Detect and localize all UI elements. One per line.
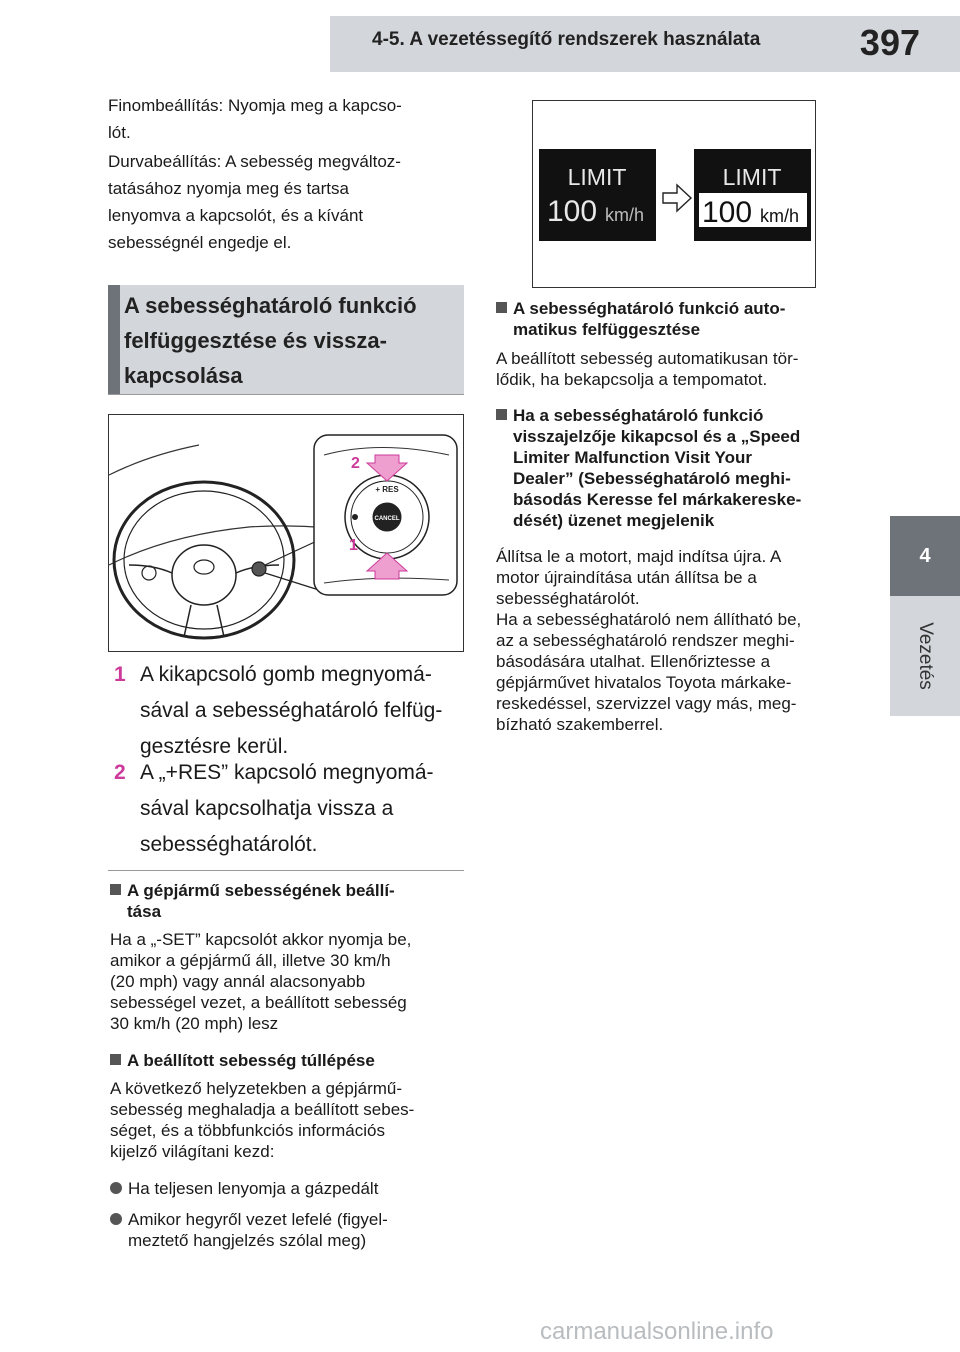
subheading-line: básodás Keresse fel márkakereske- (513, 490, 802, 509)
text-line: sebességhatárolót. (496, 589, 640, 608)
header-title: 4-5. A vezetéssegítő rendszerek használata (372, 29, 761, 50)
subheading-line: dését) üzenet megjelenik (513, 511, 715, 530)
limit-display-illustration (533, 101, 815, 287)
divider (108, 870, 464, 871)
callout-2: 2 (351, 455, 360, 472)
heading-line: kapcsolása (124, 363, 243, 388)
display-before-label: LIMIT (567, 164, 627, 190)
wheel-button-left (142, 566, 156, 580)
text-line: Finombeállítás: Nyomja meg a kapcso- (108, 96, 402, 115)
heading-line: felfüggesztése és vissza- (124, 328, 387, 353)
text-line: lődik, ha bekapcsolja a tempomatot. (496, 370, 768, 389)
round-bullet-icon (110, 1213, 122, 1225)
section-heading-box (108, 285, 464, 395)
square-bullet-icon (110, 1054, 121, 1065)
square-bullet-icon (496, 302, 507, 313)
res-label: + RES (375, 485, 399, 494)
paragraph-coarse-adjust (108, 148, 468, 256)
subheading-malfunction (496, 405, 866, 531)
paragraph-malfunction (496, 546, 866, 735)
display-after-value: 100 (702, 196, 753, 229)
text-line: motor újraindítása után állítsa be a (496, 568, 757, 587)
text-line: A következő helyzetekben a gépjármű- (110, 1079, 403, 1098)
chapter-tab-label[interactable] (890, 596, 960, 716)
chapter-tab-text: Vezetés (915, 622, 936, 690)
text-line: tatásához nyomja meg és tartsa (108, 179, 349, 198)
step-line: sebességhatárolót. (140, 833, 318, 856)
subheading-line: A sebességhatároló funkció auto- (513, 299, 786, 318)
text-line: básodására utalhat. Ellenőriztesse a (496, 652, 771, 671)
text-line: sebességnél engedje el. (108, 233, 292, 252)
spoke-bottom (184, 605, 224, 637)
step-number: 1 (114, 663, 126, 686)
bullet-item (110, 1209, 470, 1251)
chapter-tab-number[interactable]: 4 (890, 516, 960, 596)
text-line: sebesség meghaladja a beállított sebes- (110, 1100, 415, 1119)
steering-wheel-illustration (109, 415, 463, 651)
step-1 (114, 657, 474, 765)
cancel-label: CANCEL (374, 516, 400, 522)
step-line: A „+RES” kapcsoló megnyomá- (140, 761, 434, 784)
step-line: A kikapcsoló gomb megnyomá- (140, 663, 432, 686)
display-before-value: 100 (547, 195, 598, 228)
subheading-line: A gépjármű sebességének beállí- (127, 881, 395, 900)
display-after-unit: km/h (760, 206, 800, 226)
text-line: gépjárművet hivatalos Toyota márkake- (496, 673, 792, 692)
text-line: amikor a gépjármű áll, illetve 30 km/h (110, 951, 391, 970)
steering-wheel-hub (172, 545, 236, 605)
text-line: az a sebességhatároló rendszer meghi- (496, 631, 795, 650)
section-heading-bar (108, 285, 120, 395)
square-bullet-icon (110, 884, 121, 895)
subheading-line: A beállított sebesség túllépése (127, 1051, 375, 1070)
text-line: 30 km/h (20 mph) lesz (110, 1014, 279, 1033)
subheading-speed-setting (110, 880, 470, 922)
text-line: bízható szakemberrel. (496, 715, 664, 734)
paragraph-speed-setting (110, 929, 470, 1034)
heading-line: A sebességhatároló funkció (124, 293, 417, 318)
step-number: 2 (114, 761, 126, 784)
step-line: sával a sebességhatároló felfüg- (140, 699, 443, 722)
text-line: séget, és a többfunkciós információs (110, 1121, 385, 1140)
subheading-line: tása (127, 902, 162, 921)
step-line: gesztésre kerül. (140, 735, 289, 758)
text-line: sebességel vezet, a beállított sebesség (110, 993, 407, 1012)
bullet-text: Amikor hegyről vezet lefelé (figyel- (128, 1210, 388, 1229)
subheading-line: Dealer” (Sebességhatároló meghi- (513, 469, 791, 488)
paragraph-speed-exceed (110, 1078, 470, 1162)
display-before-unit: km/h (605, 205, 645, 225)
text-line: Durvabeállítás: A sebesség megváltoz- (108, 152, 401, 171)
bullet-item (110, 1178, 470, 1199)
page-number: 397 (859, 22, 920, 63)
bullet-text: meztető hangjelzés szólal meg) (128, 1231, 367, 1250)
text-line: lenyomva a kapcsolót, és a kívánt (108, 206, 364, 225)
wheel-button-right (252, 562, 266, 576)
section-heading (124, 288, 460, 393)
text-line: A beállított sebesség automatikusan tör- (496, 349, 799, 368)
callout-1: 1 (349, 537, 358, 554)
text-line: Ha a sebességhatároló nem állítható be, (496, 610, 802, 629)
round-bullet-icon (110, 1182, 122, 1194)
text-line: (20 mph) vagy annál alacsonyabb (110, 972, 366, 991)
steering-wheel-figure (108, 414, 464, 652)
section-underline (108, 394, 464, 395)
text-line: kijelző világítani kezd: (110, 1142, 275, 1161)
paragraph-fine-adjust (108, 92, 468, 146)
text-line: Ha a „-SET” kapcsolót akkor nyomja be, (110, 930, 412, 949)
knob-icon (352, 514, 358, 520)
subheading-auto-suspend (496, 298, 866, 340)
limit-display-figure (532, 100, 816, 288)
paragraph-auto-suspend (496, 348, 866, 390)
subheading-line: Ha a sebességhatároló funkció (513, 406, 764, 425)
subheading-line: Limiter Malfunction Visit Your (513, 448, 752, 467)
step-2 (114, 755, 474, 863)
step-line: sával kapcsolhatja vissza a (140, 797, 394, 820)
text-line: reskedéssel, szervizzel vagy más, meg- (496, 694, 797, 713)
brand-emblem (194, 560, 214, 574)
watermark: carmanualsonline.info (540, 1318, 774, 1345)
display-after-label: LIMIT (722, 164, 782, 190)
text-line: lót. (108, 123, 131, 142)
square-bullet-icon (496, 409, 507, 420)
text-line: Állítsa le a motort, majd indítsa újra. A (496, 547, 782, 566)
subheading-line: visszajelzője kikapcsol és a „Speed (513, 427, 801, 446)
arrow-right-icon (663, 185, 691, 211)
bullet-text: Ha teljesen lenyomja a gázpedált (128, 1179, 379, 1198)
dashboard-line (109, 445, 199, 475)
subheading-speed-exceed (110, 1050, 470, 1071)
subheading-line: matikus felfüggesztése (513, 320, 701, 339)
